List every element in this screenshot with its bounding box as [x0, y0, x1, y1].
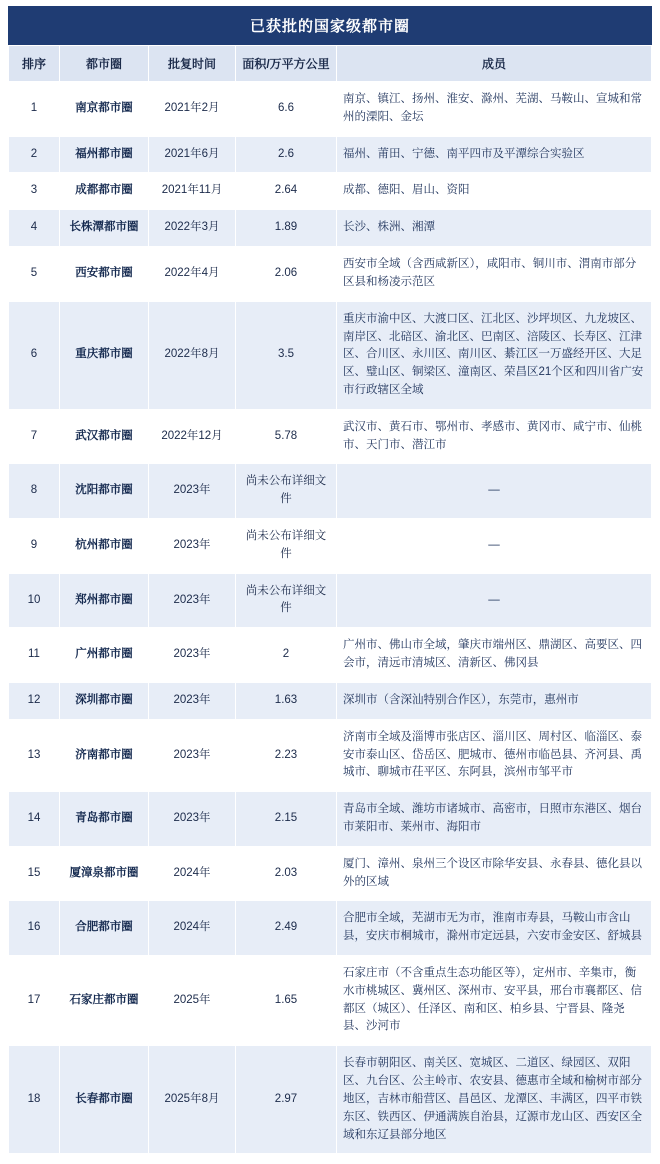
- cell-members: 西安市全域（含西咸新区），咸阳市、铜川市、渭南市部分区县和杨凌示范区: [337, 247, 652, 302]
- cell-date: 2023年: [149, 792, 236, 847]
- cell-members: 合肥市全域，芜湖市无为市，淮南市寿县，马鞍山市含山县，安庆市桐城市，滁州市定远县，六安市金安区、舒城县: [337, 901, 652, 956]
- cell-date: 2025年8月: [149, 1046, 236, 1154]
- cell-date: 2023年: [149, 628, 236, 683]
- cell-members: 长春市朝阳区、南关区、宽城区、二道区、绿园区、双阳区、九台区、公主岭市、农安县、德惠市全域和榆树市部分地区，吉林市船营区、昌邑区、龙潭区、丰满区，四平市铁东区、铁西区、伊通满族自治县，辽源市龙山区、西安区全域和东辽县部分地区: [337, 1046, 652, 1154]
- cell-members: 武汉市、黄石市、鄂州市、孝感市、黄冈市、咸宁市、仙桃市、天门市、潜江市: [337, 409, 652, 464]
- table-row: [9, 956, 652, 1046]
- column-header-rank: 排序: [9, 46, 60, 82]
- cell-date: 2022年12月: [149, 409, 236, 464]
- cell-area: 2.15: [236, 792, 337, 847]
- cell-date: 2022年4月: [149, 247, 236, 302]
- cell-name: 南京都市圈: [60, 82, 149, 137]
- cell-rank: 15: [9, 846, 60, 901]
- table-row: [9, 136, 652, 173]
- metropolitan-areas-table: [8, 45, 652, 1154]
- cell-date: 2021年2月: [149, 82, 236, 137]
- table-row: [9, 682, 652, 719]
- column-header-members: 成员: [337, 46, 652, 82]
- cell-rank: 13: [9, 719, 60, 791]
- cell-members: 广州市、佛山市全域，肇庆市端州区、鼎湖区、高要区、四会市，清远市清城区、清新区、佛冈县: [337, 628, 652, 683]
- cell-area: 2.06: [236, 247, 337, 302]
- cell-members: 深圳市（含深汕特别合作区），东莞市，惠州市: [337, 682, 652, 719]
- table-row: [9, 719, 652, 791]
- cell-members: 重庆市渝中区、大渡口区、江北区、沙坪坝区、九龙坡区、南岸区、北碚区、渝北区、巴南区、涪陵区、长寿区、江津区、合川区、永川区、南川区、綦江区一万盛经开区、大足区、璧山区、铜梁区、潼南区、荣昌区21个区和四川省广安市行政辖区全域: [337, 301, 652, 409]
- cell-rank: 9: [9, 519, 60, 574]
- cell-rank: 10: [9, 573, 60, 628]
- cell-name: 合肥都市圈: [60, 901, 149, 956]
- table-row: [9, 210, 652, 247]
- cell-name: 青岛都市圈: [60, 792, 149, 847]
- cell-area: 2.64: [236, 173, 337, 210]
- column-header-name: 都市圈: [60, 46, 149, 82]
- cell-rank: 1: [9, 82, 60, 137]
- cell-name: 郑州都市圈: [60, 573, 149, 628]
- cell-members: —: [337, 573, 652, 628]
- cell-area: 1.65: [236, 956, 337, 1046]
- cell-area: 5.78: [236, 409, 337, 464]
- table-row: [9, 1046, 652, 1154]
- cell-members: 厦门、漳州、泉州三个设区市除华安县、永春县、德化县以外的区域: [337, 846, 652, 901]
- cell-area: 尚未公布详细文件: [236, 519, 337, 574]
- cell-area: 2.23: [236, 719, 337, 791]
- cell-rank: 16: [9, 901, 60, 956]
- table-row: [9, 519, 652, 574]
- cell-rank: 5: [9, 247, 60, 302]
- table-row: [9, 792, 652, 847]
- table-row: [9, 573, 652, 628]
- page-title: 已获批的国家级都市圈: [8, 6, 652, 45]
- cell-members: 青岛市全域、潍坊市诸城市、高密市，日照市东港区、烟台市莱阳市、莱州市、海阳市: [337, 792, 652, 847]
- cell-members: —: [337, 464, 652, 519]
- column-header-date: 批复时间: [149, 46, 236, 82]
- table-row: [9, 628, 652, 683]
- cell-date: 2023年: [149, 719, 236, 791]
- table-row: [9, 846, 652, 901]
- cell-rank: 17: [9, 956, 60, 1046]
- cell-area: 1.89: [236, 210, 337, 247]
- cell-date: 2024年: [149, 846, 236, 901]
- table-row: [9, 82, 652, 137]
- cell-name: 杭州都市圈: [60, 519, 149, 574]
- cell-date: 2021年6月: [149, 136, 236, 173]
- cell-date: 2025年: [149, 956, 236, 1046]
- cell-name: 重庆都市圈: [60, 301, 149, 409]
- cell-name: 济南都市圈: [60, 719, 149, 791]
- cell-name: 西安都市圈: [60, 247, 149, 302]
- table-header: [9, 46, 652, 82]
- cell-date: 2023年: [149, 573, 236, 628]
- cell-area: 2.97: [236, 1046, 337, 1154]
- cell-members: 成都、德阳、眉山、资阳: [337, 173, 652, 210]
- cell-area: 2.49: [236, 901, 337, 956]
- cell-rank: 6: [9, 301, 60, 409]
- cell-name: 武汉都市圈: [60, 409, 149, 464]
- cell-area: 尚未公布详细文件: [236, 464, 337, 519]
- cell-members: 长沙、株洲、湘潭: [337, 210, 652, 247]
- cell-name: 长株潭都市圈: [60, 210, 149, 247]
- cell-rank: 11: [9, 628, 60, 683]
- cell-rank: 7: [9, 409, 60, 464]
- cell-name: 广州都市圈: [60, 628, 149, 683]
- cell-rank: 4: [9, 210, 60, 247]
- table-row: [9, 173, 652, 210]
- table-header-row: [9, 46, 652, 82]
- table-body: [9, 82, 652, 1154]
- cell-area: 6.6: [236, 82, 337, 137]
- cell-rank: 3: [9, 173, 60, 210]
- cell-name: 深圳都市圈: [60, 682, 149, 719]
- cell-name: 成都都市圈: [60, 173, 149, 210]
- cell-date: 2023年: [149, 464, 236, 519]
- cell-area: 3.5: [236, 301, 337, 409]
- cell-name: 长春都市圈: [60, 1046, 149, 1154]
- cell-date: 2024年: [149, 901, 236, 956]
- table-row: [9, 901, 652, 956]
- cell-area: 2: [236, 628, 337, 683]
- cell-rank: 18: [9, 1046, 60, 1154]
- cell-members: 福州、莆田、宁德、南平四市及平潭综合实验区: [337, 136, 652, 173]
- cell-rank: 8: [9, 464, 60, 519]
- cell-rank: 12: [9, 682, 60, 719]
- cell-members: 南京、镇江、扬州、淮安、滁州、芜湖、马鞍山、宣城和常州的溧阳、金坛: [337, 82, 652, 137]
- table-row: [9, 464, 652, 519]
- cell-date: 2022年8月: [149, 301, 236, 409]
- cell-rank: 2: [9, 136, 60, 173]
- cell-area: 2.03: [236, 846, 337, 901]
- cell-name: 沈阳都市圈: [60, 464, 149, 519]
- cell-members: 石家庄市（不含重点生态功能区等），定州市、辛集市，衡水市桃城区、冀州区、深州市、安平县，邢台市襄都区、信都区（城区）、任泽区、南和区、柏乡县、宁晋县、隆尧县、沙河市: [337, 956, 652, 1046]
- cell-name: 厦漳泉都市圈: [60, 846, 149, 901]
- table-row: [9, 409, 652, 464]
- cell-name: 福州都市圈: [60, 136, 149, 173]
- cell-area: 2.6: [236, 136, 337, 173]
- cell-name: 石家庄都市圈: [60, 956, 149, 1046]
- cell-date: 2022年3月: [149, 210, 236, 247]
- table-row: [9, 301, 652, 409]
- column-header-area: 面积/万平方公里: [236, 46, 337, 82]
- table-row: [9, 247, 652, 302]
- cell-members: —: [337, 519, 652, 574]
- cell-date: 2023年: [149, 519, 236, 574]
- cell-members: 济南市全域及淄博市张店区、淄川区、周村区、临淄区、泰安市泰山区、岱岳区、肥城市、德州市临邑县、齐河县、禹城市、聊城市茌平区、东阿县，滨州市邹平市: [337, 719, 652, 791]
- cell-rank: 14: [9, 792, 60, 847]
- cell-area: 尚未公布详细文件: [236, 573, 337, 628]
- cell-date: 2023年: [149, 682, 236, 719]
- cell-area: 1.63: [236, 682, 337, 719]
- cell-date: 2021年11月: [149, 173, 236, 210]
